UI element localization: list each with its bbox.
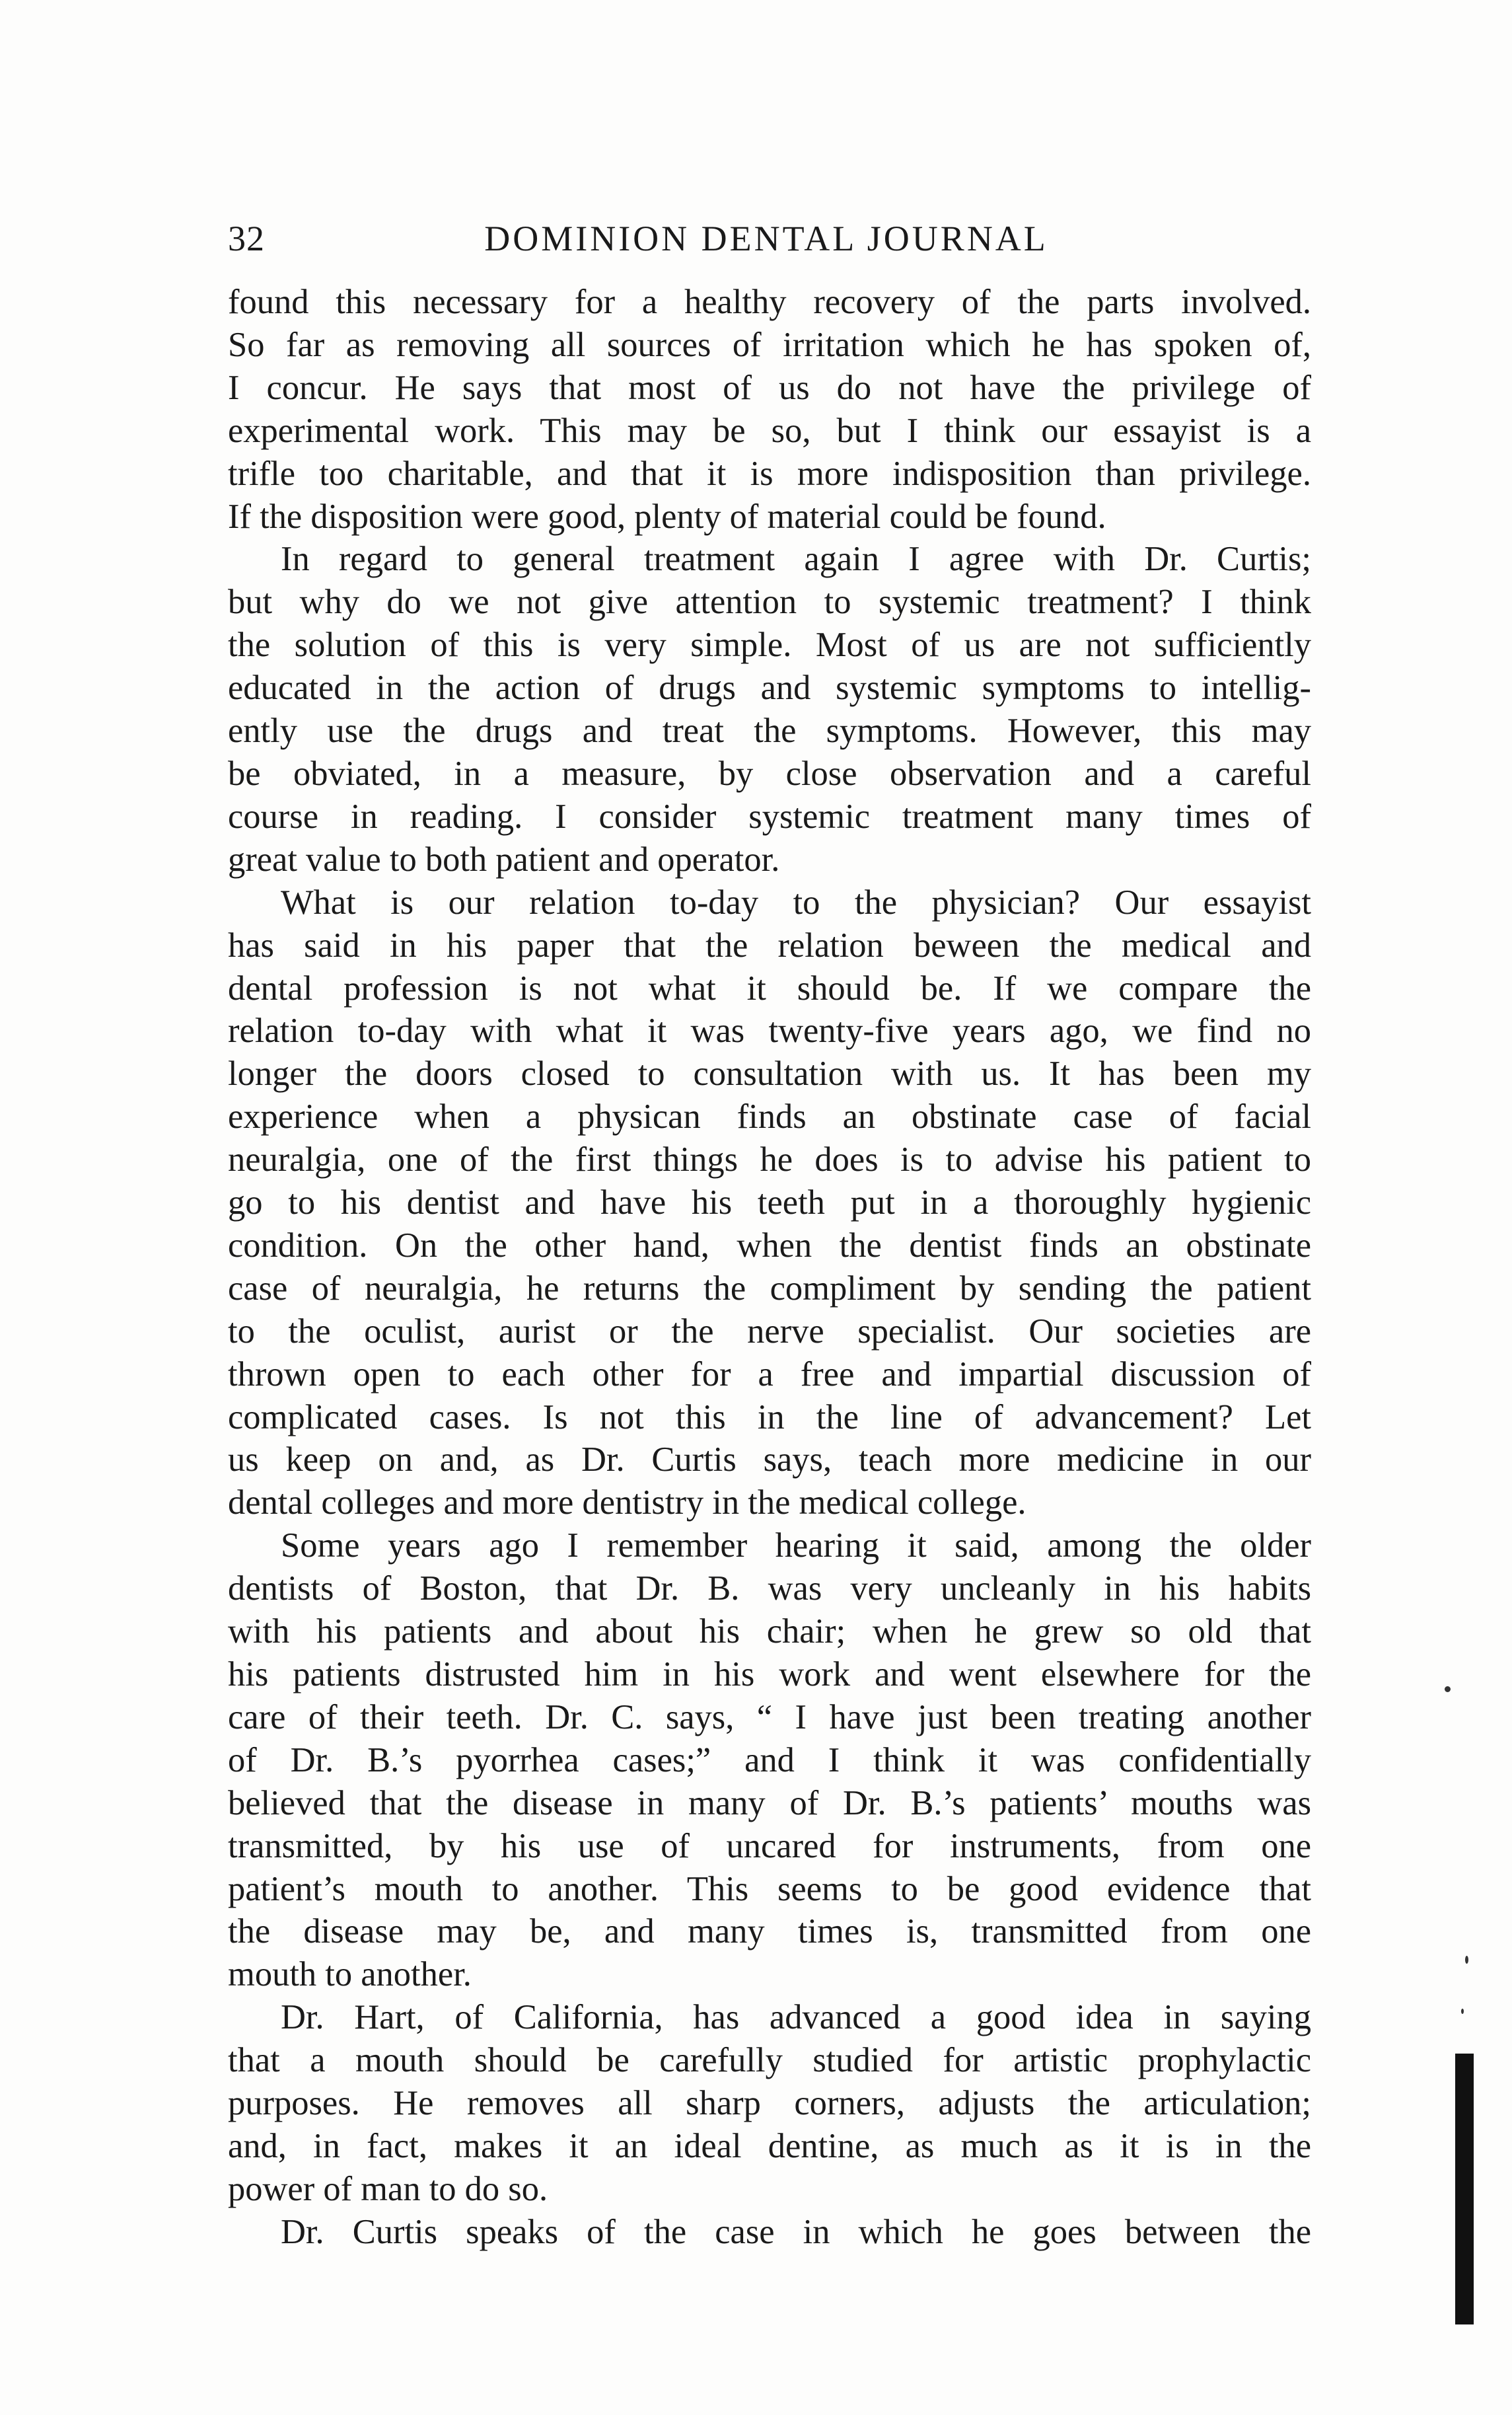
- text-line: dentists of Boston, that Dr. B. was very uncleanly in his habits: [228, 1569, 1311, 1608]
- text-line: I concur. He says that most of us do not have the privilege of: [228, 368, 1311, 407]
- text-line: power of man to do so.: [228, 2169, 548, 2208]
- text-line: Some years ago I remember hearing it said, among the older: [281, 1526, 1311, 1565]
- text-line: but why do we not give attention to systemic treatment? I think: [228, 583, 1311, 622]
- body-text: [228, 281, 1311, 2254]
- text-line: purposes. He removes all sharp corners, adjusts the articulation;: [228, 2084, 1311, 2123]
- text-line: If the disposition were good, plenty of material could be found.: [228, 497, 1106, 536]
- text-line: dental colleges and more dentistry in the medical college.: [228, 1483, 1026, 1522]
- text-line: condition. On the other hand, when the dentist finds an obstinate: [228, 1226, 1311, 1265]
- text-line: educated in the action of drugs and systemic symptoms to intellig-: [228, 669, 1311, 708]
- text-line: us keep on and, as Dr. Curtis says, teach more medicine in our: [228, 1440, 1311, 1479]
- text-line: longer the doors closed to consultation with us. It has been my: [228, 1055, 1311, 1094]
- text-line: trifle too charitable, and that it is more indisposition than privilege.: [228, 454, 1311, 493]
- text-line: the solution of this is very simple. Most of us are not sufficiently: [228, 626, 1311, 665]
- text-line: dental profession is not what it should be. If we compare the: [228, 969, 1311, 1008]
- page-number: 32: [228, 219, 265, 258]
- text-line: his patients distrusted him in his work and went elsewhere for the: [228, 1655, 1311, 1693]
- text-line: mouth to another.: [228, 1955, 472, 1994]
- edge-speck: [1461, 2009, 1464, 2014]
- text-line: and, in fact, makes it an ideal dentine, as much as it is in the: [228, 2126, 1311, 2165]
- text-line: relation to-day with what it was twenty-five years ago, we find no: [228, 1012, 1311, 1051]
- text-line: thrown open to each other for a free and impartial discussion of: [228, 1355, 1311, 1393]
- text-line: that a mouth should be carefully studied for artistic prophylactic: [228, 2041, 1311, 2080]
- text-line: the disease may be, and many times is, transmitted from one: [228, 1912, 1311, 1951]
- text-line: complicated cases. Is not this in the line of advancement? Let: [228, 1397, 1311, 1436]
- text-line: of Dr. B.’s pyorrhea cases;” and I think it was confidentially: [228, 1740, 1311, 1779]
- page-header: [228, 218, 1305, 264]
- text-line: has said in his paper that the relation beween the medical and: [228, 926, 1311, 965]
- text-line: Dr. Hart, of California, has advanced a good idea in saying: [281, 1998, 1311, 2037]
- text-line: with his patients and about his chair; when he grew so old that: [228, 1612, 1311, 1651]
- edge-speck: [1465, 1956, 1468, 1964]
- text-line: So far as removing all sources of irritation which he has spoken of,: [228, 325, 1311, 364]
- text-line: found this necessary for a healthy recovery of the parts involved.: [228, 283, 1311, 321]
- text-line: go to his dentist and have his teeth put in a thoroughly hygienic: [228, 1183, 1311, 1222]
- text-line: patient’s mouth to another. This seems to be good evidence that: [228, 1869, 1311, 1908]
- text-line: experience when a physican finds an obstinate case of facial: [228, 1097, 1311, 1136]
- text-line: In regard to general treatment again I agree with Dr. Curtis;: [281, 540, 1311, 579]
- text-line: case of neuralgia, he returns the compliment by sending the patient: [228, 1269, 1311, 1308]
- text-line: Dr. Curtis speaks of the case in which he goes between the: [281, 2212, 1311, 2251]
- page-edge-shadow: [1455, 2054, 1474, 2324]
- text-line: ently use the drugs and treat the symptoms. However, this may: [228, 712, 1311, 751]
- text-line: great value to both patient and operator.: [228, 840, 780, 879]
- text-line: neuralgia, one of the first things he does is to advise his patient to: [228, 1140, 1311, 1179]
- text-line: care of their teeth. Dr. C. says, “ I have just been treating another: [228, 1697, 1311, 1736]
- text-line: experimental work. This may be so, but I think our essayist is a: [228, 411, 1311, 450]
- text-line: be obviated, in a measure, by close observation and a careful: [228, 754, 1311, 793]
- text-line: to the oculist, aurist or the nerve specialist. Our societies are: [228, 1312, 1311, 1351]
- text-line: What is our relation to-day to the physician? Our essayist: [281, 883, 1311, 922]
- running-title: DOMINION DENTAL JOURNAL: [484, 219, 1048, 258]
- edge-speck: [1445, 1686, 1451, 1692]
- text-line: transmitted, by his use of uncared for instruments, from one: [228, 1826, 1311, 1865]
- text-line: course in reading. I consider systemic treatment many times of: [228, 797, 1311, 836]
- text-line: believed that the disease in many of Dr. B.’s patients’ mouths was: [228, 1783, 1311, 1822]
